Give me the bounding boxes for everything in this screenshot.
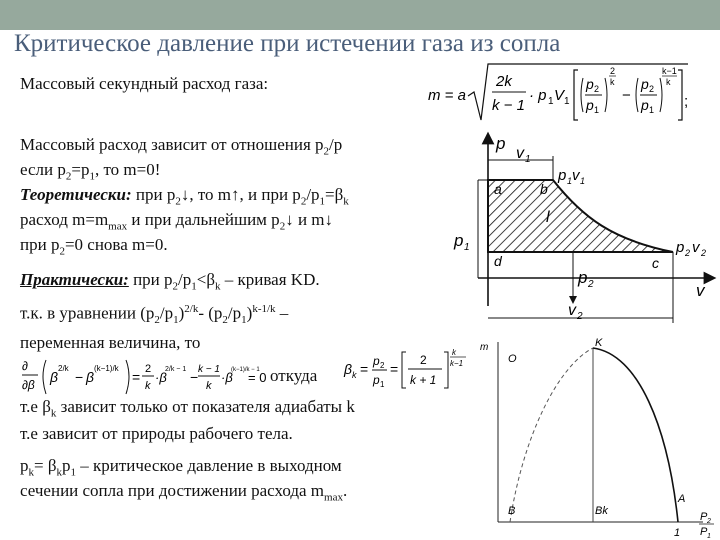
paren2-right bbox=[660, 78, 662, 112]
label-p1-sub: 1 bbox=[464, 242, 470, 253]
f3-bracket-right bbox=[444, 352, 448, 388]
label-p2v2-v: v bbox=[692, 239, 700, 256]
bracket-right bbox=[678, 70, 682, 120]
text-line-4: Теоретически: при $p_2↓$, то m↑, и при $p_2/p_1=\beta_k$ bbox=[20, 185, 349, 208]
flow-theoretical-curve bbox=[510, 348, 593, 522]
text-line-14: сечении сопла при достижении расхода $m_{max}$. bbox=[20, 481, 348, 504]
formula1-p1b: p bbox=[586, 97, 594, 113]
flow-label-ratio-num: P bbox=[700, 511, 708, 523]
text-line-5: расход $m=m_{max}$ и при дальнейшим $p_2↓$ и m↓ bbox=[20, 210, 334, 233]
text-line-12: т.е зависит от природы рабочего тела. bbox=[20, 424, 293, 443]
flow-label-ratio-den-sub: 1 bbox=[707, 533, 711, 540]
flow-label-o: O bbox=[508, 353, 517, 365]
label-p2v2-psub: 2 bbox=[685, 248, 691, 258]
formula1-exp1-den: k bbox=[610, 77, 615, 87]
label-a: a bbox=[494, 181, 502, 197]
f2-beta1: β bbox=[50, 369, 58, 385]
f2-minus2: − bbox=[190, 369, 199, 385]
label-p: p bbox=[496, 134, 506, 153]
formula1-p1b-sub: 1 bbox=[594, 105, 600, 115]
text-line-10: откуда bbox=[270, 366, 318, 385]
text-line-3: если $p_2=p_1$, то m=0! bbox=[20, 160, 161, 183]
formula1-lhs: m = a bbox=[428, 87, 466, 104]
f3-num: 2 bbox=[420, 353, 427, 367]
formula1-p1: · p bbox=[529, 87, 547, 104]
flow-label-ratio-den: P bbox=[700, 526, 708, 538]
f2-beta2: β bbox=[86, 369, 94, 385]
formula1-p1c: p bbox=[641, 97, 649, 113]
formula1-p1-sub: 1 bbox=[548, 96, 554, 107]
f3-eq2: = bbox=[390, 361, 399, 377]
flow-label-a: A bbox=[678, 493, 686, 505]
text-line-8: т.к. в уравнении $(p_2/p_1)^{2/k}-$ $(p_2/p_1)^{k-1/k}$ – bbox=[20, 303, 289, 327]
f2-t2-beta: ·β bbox=[221, 370, 233, 385]
text-line-11: т.е $\beta_k$ зависит только от показателя адиабаты k bbox=[20, 397, 355, 420]
formula1-p2b-sub: 2 bbox=[649, 84, 655, 94]
f2-t1-num: 2 bbox=[145, 363, 152, 375]
flow-label-ratio-num-sub: 2 bbox=[707, 518, 711, 525]
flow-label-b: B bbox=[508, 505, 516, 517]
top-bar bbox=[0, 0, 720, 30]
label-b: b bbox=[540, 181, 548, 197]
f2-lhs-den: ∂β bbox=[22, 378, 35, 392]
formula1-p2: p bbox=[586, 76, 594, 92]
flow-practical-curve bbox=[593, 348, 678, 522]
formula1-exp2: k−1 bbox=[662, 66, 677, 76]
label-p1v1-p: p bbox=[558, 167, 567, 184]
label-p1: p bbox=[454, 231, 464, 250]
label-d: d bbox=[494, 253, 502, 269]
formula1-p2-sub: 2 bbox=[594, 84, 600, 94]
f2-rhs: = 0 bbox=[248, 370, 267, 385]
f3-exp: k bbox=[452, 348, 456, 357]
formula1-exp1: 2 bbox=[610, 66, 616, 76]
flow-label-k: K bbox=[595, 337, 603, 349]
label-c: c bbox=[652, 255, 659, 271]
label-v: v bbox=[696, 281, 705, 300]
text-line-1: Массовый секундный расход газа: bbox=[20, 74, 269, 93]
label-p1v1-v: v bbox=[572, 167, 580, 184]
text-line-2: Массовый расход зависит от отношения $p_2/p$ bbox=[20, 135, 343, 158]
label-p2v2-vsub: 2 bbox=[701, 248, 707, 258]
text-line-7: Практически: при $p_2/p_1<\beta_k$ – кривая KD. bbox=[20, 270, 320, 293]
label-p2: p bbox=[578, 268, 588, 287]
f3-den: k + 1 bbox=[410, 373, 437, 387]
f2-t2-num: k − 1 bbox=[198, 364, 220, 375]
flow-label-bk: Bk bbox=[595, 505, 608, 517]
label-p1v1-vsub: 1 bbox=[580, 176, 586, 186]
slide-title: Критическое давление при истечении газа из сопла bbox=[14, 30, 561, 57]
f2-t1-beta: ·β bbox=[155, 370, 167, 385]
label-v2-sub: 2 bbox=[577, 311, 583, 322]
f2-minus: − bbox=[75, 369, 84, 385]
label-v1-sub: 1 bbox=[525, 154, 531, 165]
label-v1: v bbox=[516, 145, 524, 162]
f2-paren-left bbox=[43, 360, 46, 394]
work-area bbox=[488, 180, 673, 252]
label-p2-sub: 2 bbox=[588, 279, 594, 290]
flow-label-m: m bbox=[480, 342, 489, 353]
f2-t2-den: k bbox=[206, 380, 212, 392]
text-line-6: при $p_2=0$ снова m=0. bbox=[20, 235, 168, 258]
f3-exp-den: k−1 bbox=[450, 359, 464, 368]
f3-beta-sub: k bbox=[352, 370, 357, 380]
f2-beta2-exp: (k−1)/k bbox=[94, 364, 119, 373]
derivative-formula bbox=[20, 352, 268, 400]
formula1-v-sub: 1 bbox=[564, 96, 570, 107]
text-line-9: переменная величина, то bbox=[20, 333, 201, 352]
mass-flow-formula bbox=[426, 58, 696, 128]
formula1-v: V bbox=[554, 87, 565, 104]
label-l: l bbox=[546, 209, 550, 226]
f3-p2: p bbox=[373, 354, 380, 368]
formula1-exp2-den: k bbox=[666, 77, 671, 87]
label-p1v1-psub: 1 bbox=[567, 176, 573, 186]
paren1-right bbox=[605, 78, 607, 112]
f2-t1-exp: 2/k − 1 bbox=[165, 366, 187, 373]
formula1-p2b: p bbox=[641, 76, 649, 92]
f3-bracket-left bbox=[402, 352, 406, 388]
bracket-left bbox=[574, 70, 578, 120]
pv-diagram bbox=[448, 128, 720, 328]
flow-label-one: 1 bbox=[674, 527, 681, 539]
f3-p1: p bbox=[373, 373, 380, 387]
formula1-tail: ; bbox=[684, 93, 689, 110]
text-line-13: $p_k= \beta_kp_1$ – критическое давление в выходном bbox=[20, 456, 342, 479]
paren2-left bbox=[636, 78, 638, 112]
f2-t1-den: k bbox=[145, 380, 151, 392]
formula1-minus: − bbox=[622, 87, 631, 104]
label-p2v2-p: p bbox=[676, 239, 685, 256]
formula1-p1c-sub: 1 bbox=[649, 105, 655, 115]
beta-k-formula bbox=[342, 346, 474, 392]
label-v2: v bbox=[568, 302, 576, 319]
f2-eq: = bbox=[132, 369, 141, 385]
formula1-frac-den: k − 1 bbox=[492, 97, 525, 114]
f3-beta: β bbox=[344, 361, 352, 377]
f3-eq1: = bbox=[360, 361, 369, 377]
f2-lhs-num: ∂ bbox=[22, 359, 28, 373]
formula1-frac-num: 2k bbox=[496, 73, 512, 90]
f2-beta1-exp: 2/k bbox=[58, 364, 69, 373]
f3-p2-sub: 2 bbox=[380, 361, 385, 370]
f2-t2-exp: (k−1)/k − 1 bbox=[231, 367, 260, 373]
flow-chart bbox=[478, 336, 720, 540]
paren1-left bbox=[581, 78, 583, 112]
f2-paren-right bbox=[126, 360, 129, 394]
f3-p1-sub: 1 bbox=[380, 380, 385, 389]
